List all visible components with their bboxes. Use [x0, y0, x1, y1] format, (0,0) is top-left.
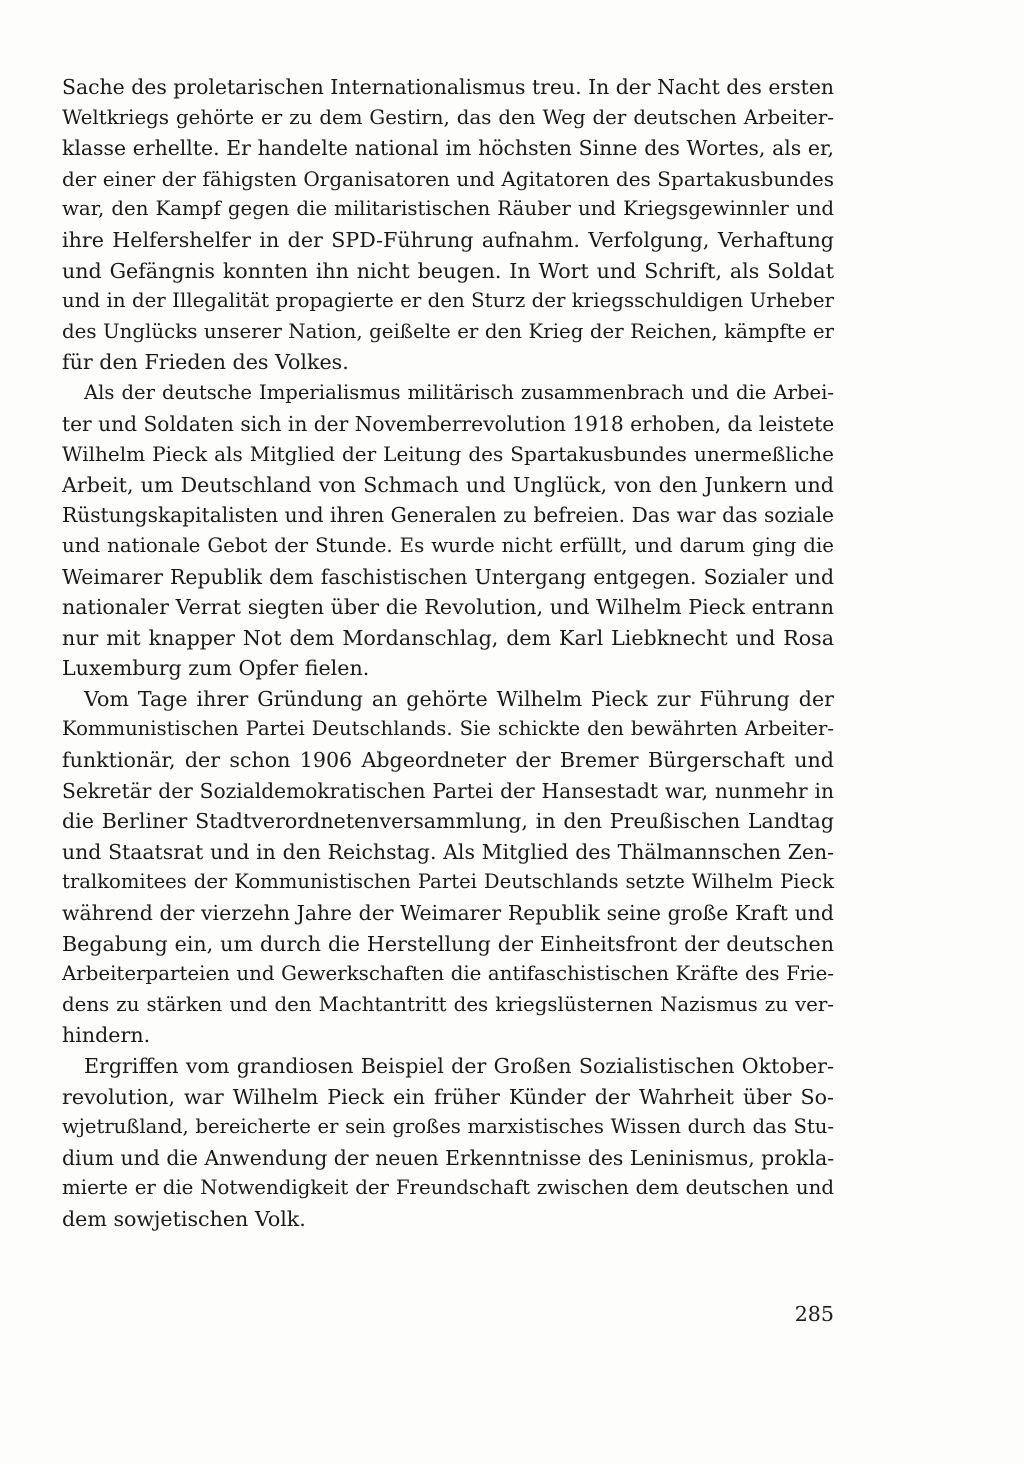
- text-line: und in der Illegalität propagierte er den Sturz der kriegsschuldigen Urheber: [62, 289, 834, 313]
- paragraph-1: [62, 72, 834, 378]
- text-line: Kommunistischen Partei Deutschlands. Sie schickte den bewährten Arbeiter-: [62, 717, 834, 741]
- paragraph-2: [62, 378, 834, 684]
- text-line: klasse erhellte. Er handelte national im höchsten Sinne des Wortes, als er,: [62, 136, 834, 161]
- text-line: funktionär, der schon 1906 Abgeordneter der Bremer Bürgerschaft und: [62, 748, 834, 773]
- text-line: Wilhelm Pieck als Mitglied der Leitung des Spartakusbundes unermeßliche: [62, 442, 834, 467]
- text-line: nationaler Verrat siegten über die Revolution, und Wilhelm Pieck entrann: [62, 595, 834, 620]
- text-line: ihre Helfershelfer in der SPD-Führung aufnahm. Verfolgung, Verhaftung: [62, 227, 834, 252]
- text-line: war, den Kampf gegen die militaristischen Räuber und Kriegsgewinnler und: [62, 197, 834, 221]
- text-line: tralkomitees der Kommunistischen Partei Deutschlands setzte Wilhelm Pieck: [62, 870, 834, 894]
- body-text: [62, 72, 834, 1235]
- text-line: dens zu stärken und den Machtantritt des kriegslüsternen Nazismus zu ver-: [62, 992, 834, 1016]
- paragraph-3: [62, 684, 834, 1051]
- text-line: Weimarer Republik dem faschistischen Untergang entgegen. Sozialer und: [62, 564, 834, 589]
- text-line: und Staatsrat und in den Reichstag. Als Mitglied des Thälmannschen Zen-: [62, 839, 834, 864]
- text-line: Luxemburg zum Opfer fielen.: [62, 656, 370, 681]
- text-line: wjetrußland, bereicherte er sein großes marxistisches Wissen durch das Stu-: [62, 1115, 834, 1139]
- text-line: Rüstungskapitalisten und ihren Generalen zu befreien. Das war das soziale: [62, 503, 834, 528]
- paragraph-4: [62, 1051, 834, 1235]
- text-line: ter und Soldaten sich in der Novemberrevolution 1918 erhoben, da leistete: [62, 411, 835, 436]
- text-line: und Gefängnis konnten ihn nicht beugen. In Wort und Schrift, als Soldat: [62, 258, 834, 283]
- text-line: die Berliner Stadtverordnetenversammlung, in den Preußischen Landtag: [62, 809, 834, 834]
- text-line: Vom Tage ihrer Gründung an gehörte Wilhelm Pieck zur Führung der: [84, 686, 834, 711]
- page-number: 285: [794, 1302, 834, 1326]
- text-line: Sekretär der Sozialdemokratischen Partei der Hansestadt war, nunmehr in: [62, 778, 834, 803]
- text-line: Als der deutsche Imperialismus militärisch zusammenbrach und die Arbei-: [84, 380, 834, 404]
- text-line: und nationale Gebot der Stunde. Es wurde nicht erfüllt, und darum ging die: [62, 533, 834, 557]
- text-line: der einer der fähigsten Organisatoren und Agitatoren des Spartakusbundes: [62, 166, 834, 191]
- text-line: Arbeiterparteien und Gewerkschaften die antifaschistischen Kräfte des Frie-: [62, 962, 834, 986]
- text-line: Sache des proletarischen Internationalismus treu. In der Nacht des ersten: [62, 75, 835, 99]
- text-line: während der vierzehn Jahre der Weimarer Republik seine große Kraft und: [62, 901, 834, 926]
- text-line: revolution, war Wilhelm Pieck ein früher Künder der Wahrheit über So-: [62, 1084, 834, 1109]
- text-line: mierte er die Notwendigkeit der Freundschaft zwischen dem deutschen und: [62, 1176, 834, 1200]
- text-line: Weltkriegs gehörte er zu dem Gestirn, das den Weg der deutschen Arbeiter-: [62, 105, 834, 129]
- text-line: nur mit knapper Not dem Mordanschlag, dem Karl Liebknecht und Rosa: [62, 625, 834, 650]
- text-line: Arbeit, um Deutschland von Schmach und Unglück, von den Junkern und: [62, 472, 834, 497]
- text-line: hindern.: [62, 1023, 151, 1048]
- text-line: Begabung ein, um durch die Herstellung der Einheitsfront der deutschen: [62, 931, 834, 956]
- text-line: dem sowjetischen Volk.: [62, 1206, 306, 1231]
- text-line: Ergriffen vom grandiosen Beispiel der Großen Sozialistischen Oktober-: [84, 1054, 834, 1078]
- text-line: des Unglücks unserer Nation, geißelte er den Krieg der Reichen, kämpfte er: [62, 319, 834, 343]
- text-line: dium und die Anwendung der neuen Erkenntnisse des Leninismus, prokla-: [62, 1145, 835, 1170]
- text-line: für den Frieden des Volkes.: [62, 350, 349, 375]
